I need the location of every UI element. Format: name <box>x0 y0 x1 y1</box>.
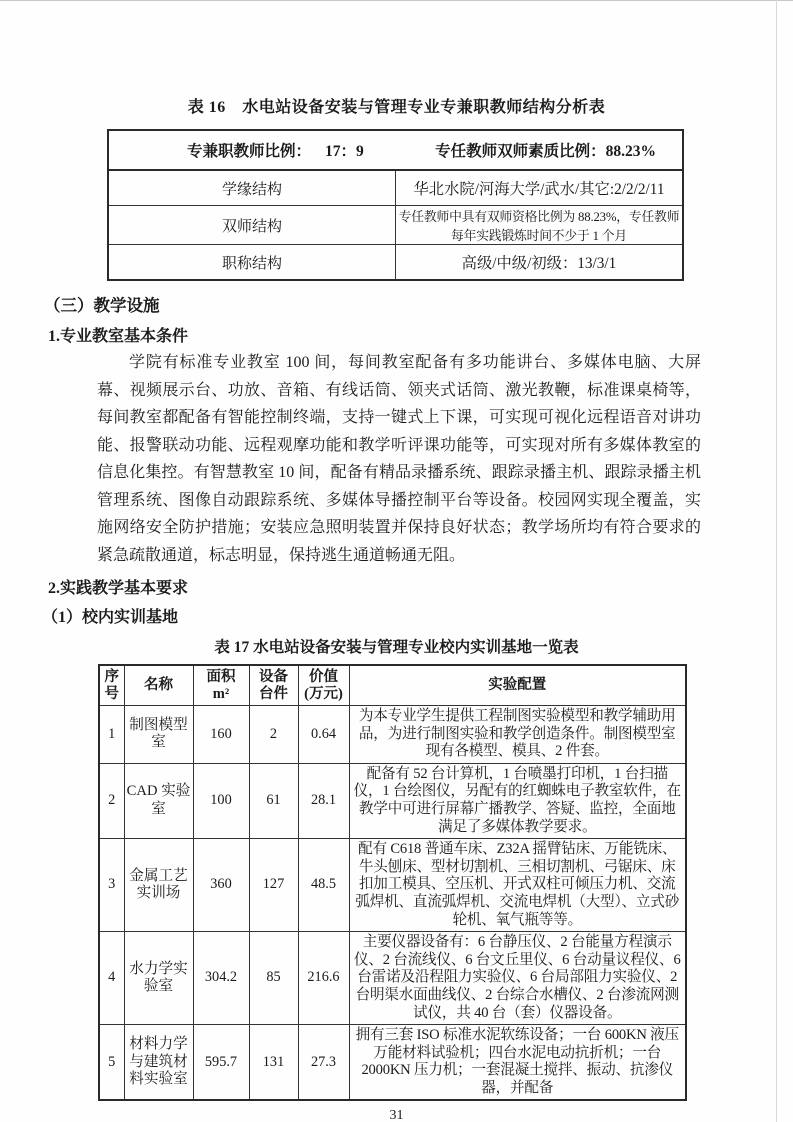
table-row <box>99 839 686 932</box>
cell-config: 配备有 52 台计算机，1 台喷墨打印机，1 台扫描仪，1 台绘图仪，另配有的红蜘蛛电子教室软件，在教学中可进行屏幕广播教学、答疑、监控，全面地满足了多媒体教学要求。 <box>349 763 686 838</box>
cell-no: 2 <box>99 763 124 838</box>
table17-header-row <box>99 665 686 706</box>
table-row <box>108 170 683 206</box>
table16-caption: 表 16 水电站设备安装与管理专业专兼职教师结构分析表 <box>187 99 606 116</box>
page-edge-top <box>0 0 793 1</box>
cell-area: 595.7 <box>193 1025 249 1101</box>
cell-value: 27.3 <box>298 1025 349 1101</box>
row-value: 华北水院/河海大学/武水/其它:2/2/2/11 <box>396 170 684 206</box>
table16-header-row <box>108 130 683 170</box>
cell-area: 100 <box>193 763 249 838</box>
dual-quality-value: 88.23% <box>605 143 656 160</box>
cell-area: 360 <box>193 839 249 932</box>
cell-no: 5 <box>99 1025 124 1101</box>
cell-value: 0.64 <box>298 706 349 764</box>
subsection-heading-2: 2.实践教学基本要求 <box>48 580 189 597</box>
cell-value: 48.5 <box>298 839 349 932</box>
col-header-no: 序 号 <box>99 665 124 706</box>
table-row <box>99 1025 686 1101</box>
cell-name: 制图模型室 <box>124 706 193 764</box>
table-row <box>108 245 683 281</box>
page-edge-shadow <box>776 0 777 1122</box>
cell-units: 131 <box>249 1025 298 1101</box>
col-header-name: 名称 <box>124 665 193 706</box>
row-label: 职称结构 <box>108 245 396 281</box>
cell-no: 4 <box>99 932 124 1025</box>
cell-units: 127 <box>249 839 298 932</box>
ratio-value: 17：9 <box>325 143 364 160</box>
row-label: 双师结构 <box>108 206 396 245</box>
cell-config: 主要仪器设备有：6 台静压仪、2 台能量方程演示仪、2 台流线仪、6 台文丘里仪、6 台动量议程仪、6 台雷诺及沿程阻力实验仪、6 台局部阻力实验仪、2 台明渠水面曲线仪、2 台综合水槽仪、2 台渗流网测试仪，共 40 台（套）仪器设备。 <box>349 932 686 1025</box>
cell-name: 材料力学与建筑材料实验室 <box>124 1025 193 1101</box>
cell-area: 304.2 <box>193 932 249 1025</box>
cell-name: 金属工艺实训场 <box>124 839 193 932</box>
table-row <box>108 206 683 245</box>
cell-name: CAD 实验室 <box>124 763 193 838</box>
subsection-heading-1: 1.专业教室基本条件 <box>48 328 189 345</box>
col-header-value: 价值 (万元) <box>298 665 349 706</box>
cell-units: 2 <box>249 706 298 764</box>
col-header-units: 设备 台件 <box>249 665 298 706</box>
cell-config: 为本专业学生提供工程制图实验模型和教学辅助用品，为进行制图实验和教学创造条件。制图模型室现有各模型、模具、2 件套。 <box>349 706 686 764</box>
table-row <box>99 932 686 1025</box>
dual-quality-label: 专任教师双师素质比例： <box>435 143 606 160</box>
row-label: 学缘结构 <box>108 170 396 206</box>
table-row <box>99 706 686 764</box>
cell-value: 28.1 <box>298 763 349 838</box>
section-heading: （三）教学设施 <box>44 296 160 315</box>
subsection-heading-2-1: （1）校内实训基地 <box>42 609 179 626</box>
col-header-config: 实验配置 <box>349 665 686 706</box>
cell-config: 配有 C618 普通车床、Z32A 摇臂钻床、万能铣床、牛头刨床、型材切割机、三相切割机、弓锯床、床扣加工模具、空压机、开式双柱可倾压力机、交流弧焊机、直流弧焊机、交流电焊机（大型）、立式砂轮机、氧气瓶等等。 <box>349 839 686 932</box>
row-value: 专任教师中具有双师资格比例为 88.23%，专任教师每年实践锻炼时间不少于 1 个月 <box>396 206 684 245</box>
cell-area: 160 <box>193 706 249 764</box>
cell-config: 拥有三套 ISO 标准水泥软练设备；一台 600KN 液压万能材料试验机；四台水泥电动抗折机；一台 2000KN 压力机；一套混凝土搅拌、振动、抗渗仪器，并配备 <box>349 1025 686 1101</box>
table-row <box>99 763 686 838</box>
cell-name: 水力学实验室 <box>124 932 193 1025</box>
body-paragraph: 学院有标准专业教室 100 间，每间教室配备有多功能讲台、多媒体电脑、大屏幕、视频展示台、功放、音箱、有线话筒、领夹式话筒、激光教鞭，标准课桌椅等，每间教室都配备有智能控制终端，支持一键式上下课，可实现可视化远程语音对讲功能、报警联动功能、远程观摩功能和教学听评课功能等，可实现对所有多媒体教室的信息化集控。有智慧教室 10 间，配备有精品录播系统、跟踪录播主机、跟踪录播主机管理系统、图像自动跟踪系统、多媒体导播控制平台等设备。校园网实现全覆盖，实施网络安全防护措施；安装应急照明装置并保持良好状态；教学场所均有符合要求的紧急疏散通道，标志明显，保持逃生通道畅通无阻。 <box>97 354 701 564</box>
ratio-cell <box>187 139 364 161</box>
cell-value: 216.6 <box>298 932 349 1025</box>
cell-units: 85 <box>249 932 298 1025</box>
col-header-area: 面积 m² <box>193 665 249 706</box>
cell-no: 1 <box>99 706 124 764</box>
table17 <box>98 664 687 1101</box>
cell-units: 61 <box>249 763 298 838</box>
row-value: 高级/中级/初级：13/3/1 <box>396 245 684 281</box>
page-number: 31 <box>389 1108 404 1122</box>
cell-no: 3 <box>99 839 124 932</box>
dual-quality-cell <box>435 139 656 161</box>
table17-caption: 表 17 水电站设备安装与管理专业校内实训基地一览表 <box>214 639 579 656</box>
table16 <box>107 129 684 281</box>
ratio-label: 专兼职教师比例： <box>187 143 312 160</box>
